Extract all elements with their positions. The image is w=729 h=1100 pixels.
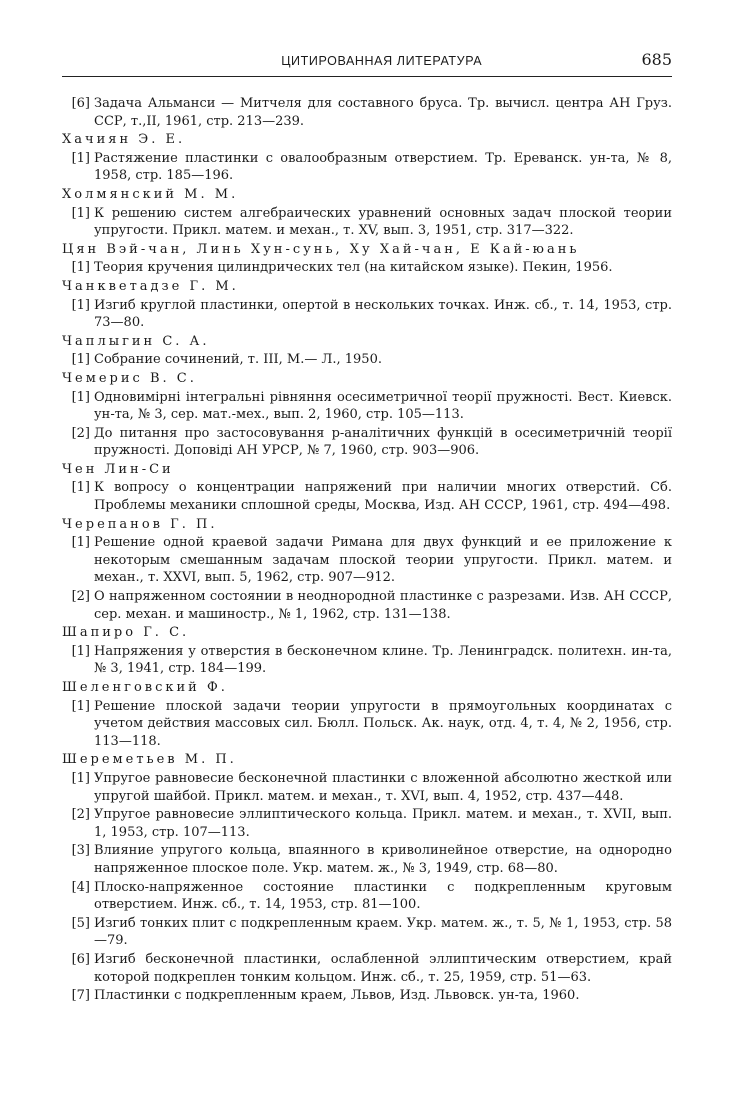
reference-number: [1] [71,260,90,276]
author-entry [62,241,672,277]
reference [62,770,672,805]
author-name: Чанкветадзе Г. М. [62,278,239,294]
reference [62,205,672,240]
reference-text: Теория кручения цилиндрических тел (на китайском языке). Пекин, 1956. [94,260,613,276]
author-entry [62,751,672,1004]
reference-number: [1] [71,535,90,551]
author-entry [62,679,672,750]
author-name: Чаплыгин С. А. [62,333,210,349]
reference-text: Изгиб тонких плит с подкрепленным краем. Укр. матем. ж., т. 5, № 1, 1953, стр. 58—79. [94,915,672,949]
author-entry [62,131,672,185]
reference-text: Влияние упругого кольца, впаянного в криволинейное отверстие, на однородно напряженное плоское поле. Укр. матем. ж., № 3, 1949, стр. 68—80. [94,843,672,876]
reference [62,351,672,369]
reference [62,389,672,424]
reference [62,588,672,623]
author-entry [62,186,672,240]
reference [62,879,672,914]
reference-text: Изгиб бесконечной пластинки, ослабленной эллиптическим отверстием, край которой подкреплен тонким кольцом. Инж. сб., т. 25, 1959, стр. 51—63. [94,951,672,985]
reference-number: [1] [71,205,90,221]
reference-number: [1] [71,389,90,405]
author-name: Черепанов Г. П. [62,516,218,532]
author-entry [62,370,672,460]
reference-number: [5] [71,915,90,931]
author-entry [62,516,672,624]
bibliography [62,95,672,1005]
author-entry [62,278,672,332]
reference-number: [2] [71,425,90,441]
reference-number: [1] [71,643,90,659]
reference-text: До питання про застосовування p-аналітичних функцій в осесиметричній теорії пружності. Доповіді АН УРСР, № 7, 1960, стр. 903—906. [94,425,672,459]
page-number: 685 [641,50,672,69]
author-name: Чен Лин-Си [62,461,174,477]
reference [62,479,672,514]
reference-number: [4] [71,879,90,895]
reference-text: Упругое равновесие эллиптического кольца. Прикл. матем. и механ., т. XVII, вып. 1, 1953, стр. 107—113. [94,807,672,840]
reference [62,806,672,841]
reference [62,643,672,678]
reference-text: К вопросу о концентрации напряжений при наличии многих отверстий. Сб. Проблемы механики сплошной среды, Москва, Изд. АН СССР, 1961, стр. 494—498. [94,480,672,514]
reference-number: [2] [71,589,90,605]
reference [62,297,672,332]
reference-text: Пластинки с подкрепленным краем, Львов, Изд. Львовск. ун-та, 1960. [94,988,580,1004]
reference-text: Одновимірні інтегральні рівняння осесиметричної теорії пружності. Вест. Киевск. ун-та, № 3, сер. мат.-мех., вып. 2, 1960, стр. 105—113. [94,389,672,423]
reference [62,95,672,130]
author-name: Холмянский М. М. [62,186,239,202]
reference-text: Упругое равновесие бесконечной пластинки с вложенной абсолютно жесткой или упругой шайбой. Прикл. матем. и механ., т. XVI, вып. 4, 1952, стр. 437—448. [94,770,672,804]
reference [62,534,672,587]
reference [62,150,672,185]
reference-text: Решение одной краевой задачи Римана для двух функций и ее приложение к некоторым смешанным задачам плоской теории упругости. Прикл. матем. и механ., т. XXVI, вып. 5, 1962, стр. 907—912. [94,535,672,586]
reference-number: [3] [71,843,90,859]
reference-text: Изгиб круглой пластинки, опертой в нескольких точках. Инж. сб., т. 14, 1953, стр. 73—80. [94,297,672,331]
reference [62,698,672,751]
reference-text: Собрание сочинений, т. III, М.— Л., 1950. [94,352,382,368]
author-entry [62,333,672,369]
reference-number: [1] [71,297,90,313]
reference [62,425,672,460]
author-name: Хачиян Э. Е. [62,132,186,148]
reference-text: К решению систем алгебраических уравнений основных задач плоской теории упругости. Прикл. матем. и механ., т. XV, вып. 3, 1951, стр. 317—322. [94,205,672,239]
reference [62,259,672,277]
author-entry [62,461,672,515]
reference [62,951,672,986]
reference-text: Задача Альманси — Митчеля для составного бруса. Тр. вычисл. центра АН Груз. ССР, т.,II, 1961, стр. 213—239. [94,96,672,129]
reference [62,915,672,950]
header-title: ЦИТИРОВАННАЯ ЛИТЕРАТУРА [281,54,483,68]
reference-text: Решение плоской задачи теории упругости в прямоугольных координатах с учетом действия массовых сил. Бюлл. Польск. Ак. наук, отд. 4, т. 4, № 2, 1956, стр. 113—118. [94,698,672,749]
reference-number: [1] [71,480,90,496]
reference-number: [1] [71,352,90,368]
author-name: Шапиро Г. С. [62,625,190,641]
author-name: Чемерис В. С. [62,370,197,386]
reference-text: Напряжения у отверстия в бесконечном клине. Тр. Ленинградск. политехн. ин-та, № 3, 1941, стр. 184—199. [94,643,672,677]
author-name: Цян Вэй-чан, Линь Хун-сунь, Ху Хай-чан, Е Кай-юань [62,241,580,257]
reference-number: [6] [71,96,90,111]
reference-number: [1] [71,150,90,166]
reference-number: [1] [71,698,90,714]
running-header [62,50,672,72]
reference-number: [6] [71,951,90,967]
reference-number: [2] [71,807,90,823]
reference [62,842,672,877]
author-name: Шеленговский Ф. [62,680,228,695]
page [62,50,672,1006]
header-rule [62,76,672,77]
reference-text: Плоско-напряженное состояние пластинки с подкрепленным круговым отверстием. Инж. сб., т. 14, 1953, стр. 81—100. [94,879,672,913]
reference-text: О напряженном состоянии в неоднородной пластинке с разрезами. Изв. АН СССР, сер. механ. и машиностр., № 1, 1962, стр. 131—138. [94,589,672,622]
reference-number: [7] [71,988,90,1004]
reference-text: Растяжение пластинки с овалообразным отверстием. Тр. Ереванск. ун-та, № 8, 1958, стр. 185—196. [94,150,672,184]
reference-number: [1] [71,770,90,786]
author-entry [62,624,672,678]
author-list [62,131,672,1005]
reference [62,987,672,1005]
author-name: Шереметьев М. П. [62,752,237,768]
top-refs [62,95,672,130]
